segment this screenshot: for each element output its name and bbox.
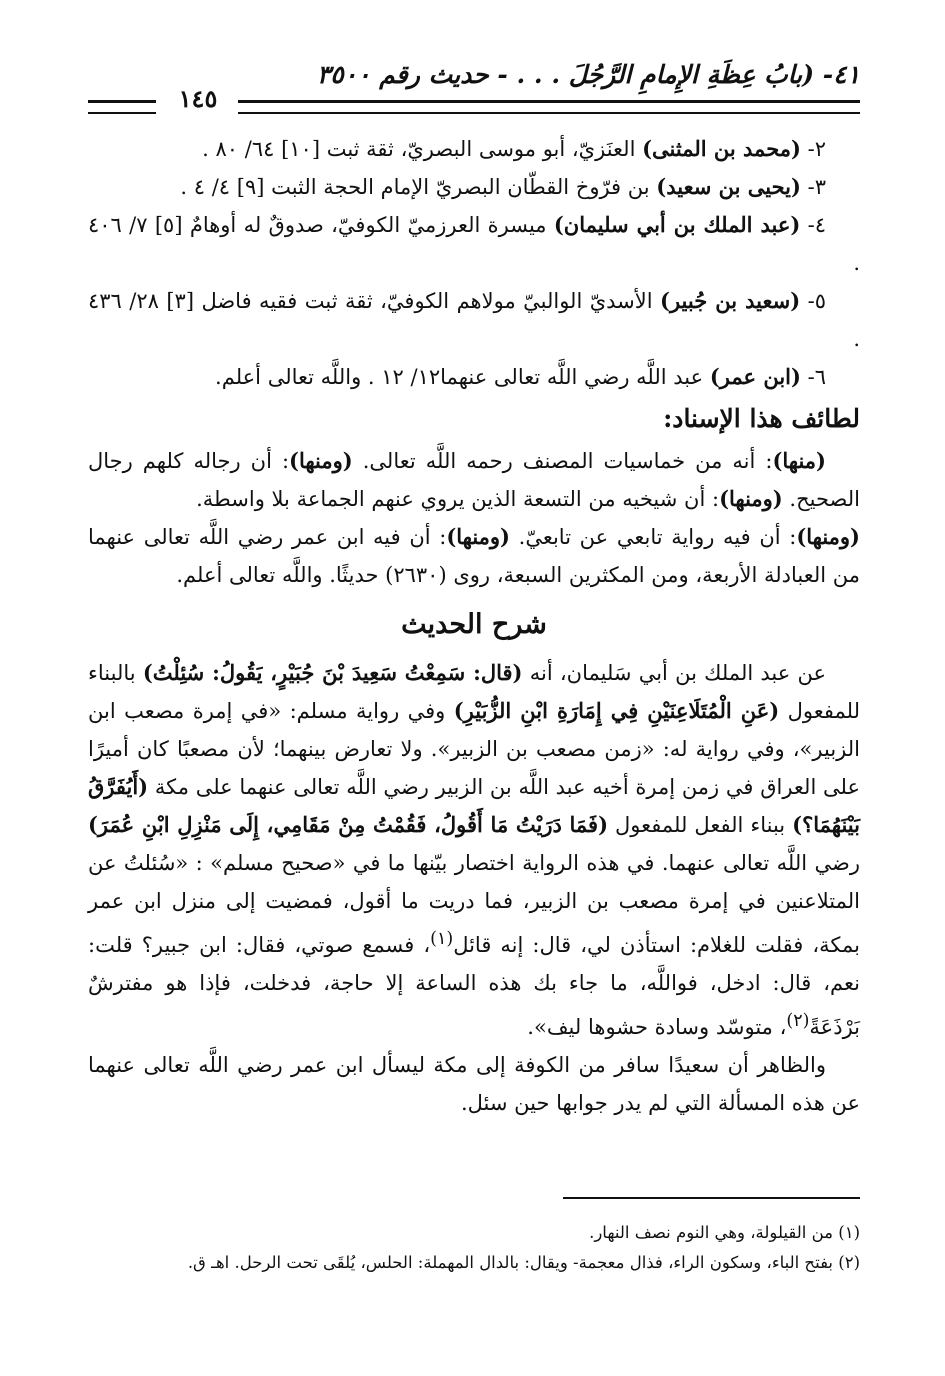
narrator-description: عبد اللَّه رضي اللَّه تعالى عنهما١٢/ ١٢ . واللَّه تعالى أعلم. xyxy=(215,365,710,389)
narrator-name: (ابن عمر) xyxy=(709,364,801,389)
narrator-item xyxy=(88,130,860,168)
paragraph-text: : أن شيخيه من التسعة الذين يروي عنهم الجماعة بلا واسطة. xyxy=(196,487,720,511)
lataif-paragraph xyxy=(88,518,860,594)
hadith-quote: (عَنِ الْمُتَلَاعِنَيْنِ فِي إِمَارَةِ ابْنِ الزُّبَيْرِ) xyxy=(453,698,780,723)
narrator-item xyxy=(88,206,860,282)
narrator-number: ٢- xyxy=(800,137,826,161)
narrator-number: ٦- xyxy=(800,365,826,389)
footnote: (١) من القيلولة، وهي النوم نصف النهار. xyxy=(589,1223,860,1242)
paragraph-text: وفي رواية مسلم: «في إمرة مصعب ابن الزبير»، وفي رواية له: «زمن مصعب بن الزبير». ولا تعارض بينهما؛ لأن مصعبًا كان أميرًا على العراق في زمن إمرة أخيه عبد اللَّه بن الزبير رضي اللَّه تعالى عنهما على مكة xyxy=(88,699,860,799)
sharh-heading: شرح الحديث xyxy=(401,609,547,640)
paragraph-text: : أن رجاله كلهم رجال الصحيح. xyxy=(88,449,860,511)
paragraph-text: ، متوسّد وسادة حشوها ليف». xyxy=(527,1015,787,1039)
narrator-name: (محمد بن المثنى) xyxy=(642,136,801,161)
narrator-name: (عبد الملك بن أبي سليمان) xyxy=(553,212,801,237)
narrator-description: الأسديّ الوالبيّ مولاهم الكوفيّ، ثقة ثبت فقيه فاضل [٣] ٢٨/ ٤٣٦ . xyxy=(88,289,860,351)
bold-marker: (منها) xyxy=(772,448,826,473)
paragraph-text: : أن فيه ابن عمر رضي اللَّه تعالى عنهما من العبادلة الأربعة، ومن المكثرين السبعة، روى (٢٦٣٠) حديثًا. واللَّه تعالى أعلم. xyxy=(88,525,860,587)
narrator-number: ٣- xyxy=(800,175,826,199)
bold-marker: (ومنها) xyxy=(446,524,510,549)
lataif-paragraph xyxy=(88,442,860,518)
main-text xyxy=(88,130,860,1122)
sharh-paragraph xyxy=(88,654,860,1046)
paragraph-text: : أنه من خماسيات المصنف رحمه اللَّه تعالى. xyxy=(352,449,773,473)
footnote-ref[interactable]: (١) xyxy=(430,929,454,949)
hadith-quote: (فَمَا دَرَيْتُ مَا أَقُولُ، فَقُمْتُ مِنْ مَقَامِي، إِلَى مَنْزِلِ ابْنِ عُمَرَ) xyxy=(88,812,609,837)
page-number: ١٤٥ xyxy=(178,84,218,113)
narrator-item xyxy=(88,282,860,358)
bold-marker: (ومنها) xyxy=(719,486,783,511)
paragraph-text: ببناء الفعل للمفعول xyxy=(608,813,793,837)
bold-marker: (ومنها) xyxy=(289,448,353,473)
narrator-description: بن فرّوخ القطّان البصريّ الإمام الحجة الثبت [٩] ٤/ ٤ . xyxy=(180,175,657,199)
footnotes xyxy=(88,1218,860,1278)
bold-marker: (ومنها) xyxy=(796,524,860,549)
footnote: (٢) بفتح الباء، وسكون الراء، فذال معجمة- ويقال: بالدال المهملة: الحلس، يُلقَى تحت الرحل. اهـ ق. xyxy=(187,1253,860,1272)
hadith-quote: (قال: سَمِعْتُ سَعِيدَ بْنَ جُبَيْرٍ، يَقُولُ: سُئِلْتُ) xyxy=(142,660,523,685)
footnote-separator xyxy=(563,1197,860,1199)
header-title: ٤١- (بابُ عِظَةِ الإِمامِ الرَّجُلَ . . . - حديث رقم ٣٥٠٠ xyxy=(316,60,860,89)
narrator-name: (سعيد بن جُبير) xyxy=(660,288,801,313)
paragraph-text: عن عبد الملك بن أبي سَليمان، أنه xyxy=(522,661,827,685)
narrator-number: ٥- xyxy=(800,289,826,313)
narrator-number: ٤- xyxy=(800,213,826,237)
narrator-description: العنَزيّ، أبو موسى البصريّ، ثقة ثبت [١٠] ٦٤/ ٨٠ . xyxy=(202,137,643,161)
header-rule-right xyxy=(238,100,860,114)
sharh-paragraph: والظاهر أن سعيدًا سافر من الكوفة إلى مكة ليسأل ابن عمر رضي اللَّه تعالى عنهما عن هذه المسألة التي لم يدر جوابها حين سئل. xyxy=(88,1053,860,1115)
paragraph-text: : أن فيه رواية تابعي عن تابعيّ. xyxy=(510,525,797,549)
running-header xyxy=(88,60,860,118)
narrator-item xyxy=(88,168,860,206)
paragraph-text: رضي اللَّه تعالى عنهما. في هذه الرواية اختصار بيّنها ما في «صحيح مسلم» : «سُئلتُ عن المتلاعنين في إمرة مصعب بن الزبير، فما دريت ما أقول، فمضيت إلى منزل ابن عمر بمكة، فقلت للغلام: استأذن لي، قال: إنه قائل xyxy=(88,851,861,957)
hadith-quote: (أَيُفَرَّقُ بَيْنَهُمَا؟) xyxy=(88,774,860,837)
paragraph-text: ، فسمع صوتي، فقال: ابن جبير؟ قلت: نعم، قال: ادخل، فواللَّه، ما جاء بك هذه الساعة إلا حاجة، فدخلت، فإذا هو مفترشٌ بَرْذَعَةً xyxy=(88,933,860,1039)
paragraph-text: بالبناء للمفعول xyxy=(88,661,861,723)
narrator-description: ميسرة العرزميّ الكوفيّ، صدوقٌ له أوهامٌ [٥] ٧/ ٤٠٦ . xyxy=(88,213,860,275)
lataif-heading: لطائف هذا الإسناد: xyxy=(663,404,860,433)
narrator-name: (يحيى بن سعيد) xyxy=(656,174,801,199)
footnote-ref[interactable]: (٢) xyxy=(786,1011,810,1031)
header-rule-left xyxy=(88,100,156,114)
narrator-item xyxy=(88,358,860,396)
